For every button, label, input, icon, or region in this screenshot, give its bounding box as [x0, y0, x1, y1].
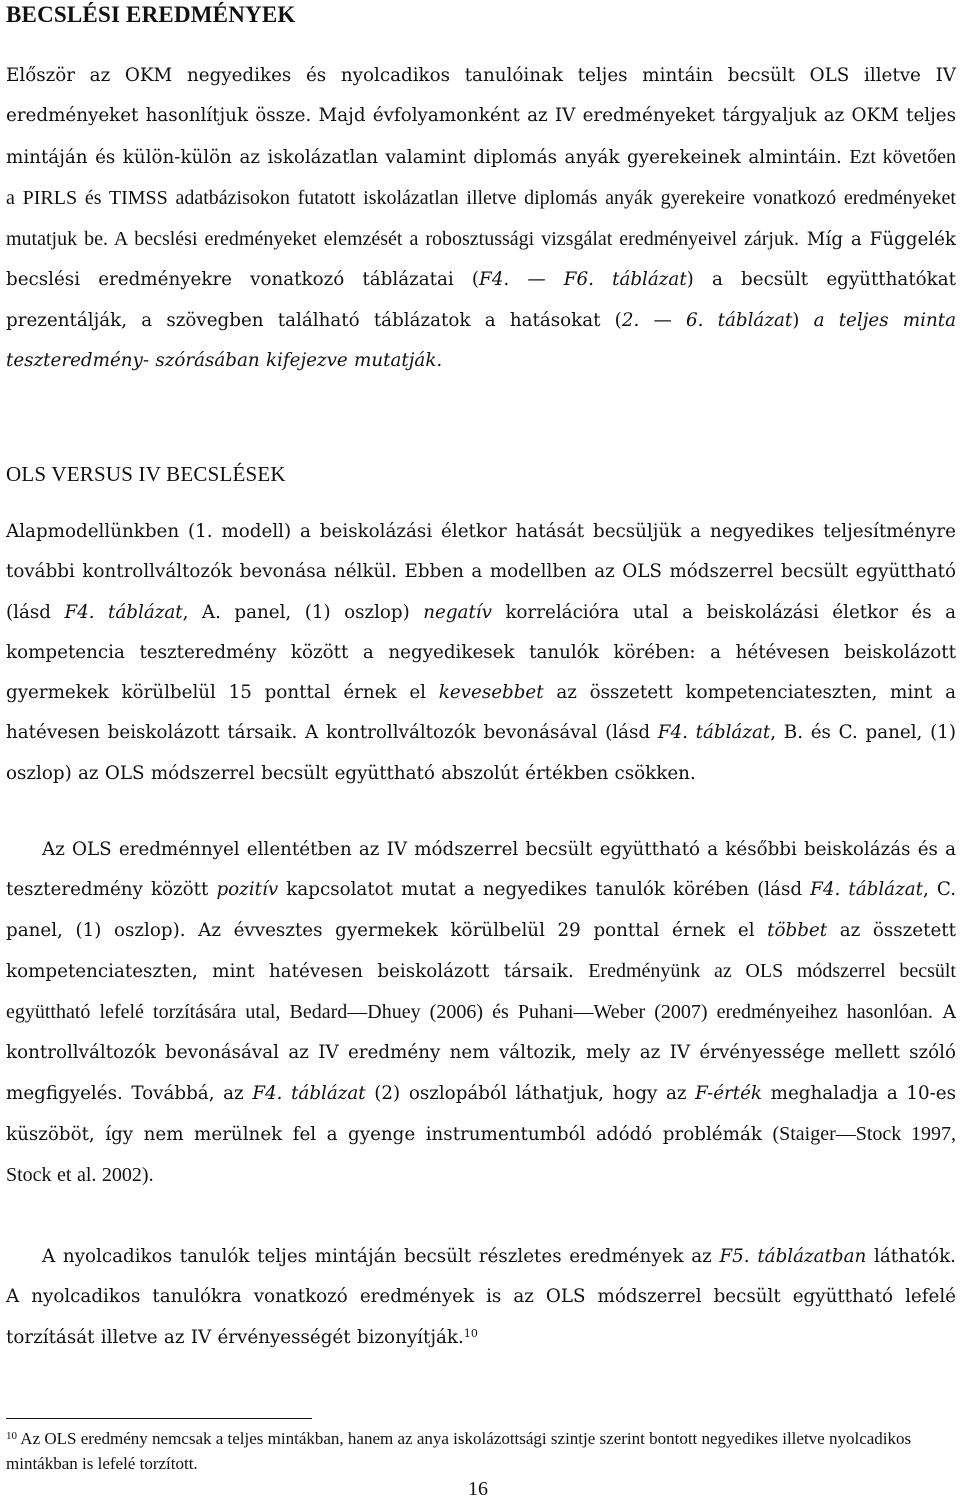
emphasis-kevesebbet: kevesebbet: [438, 682, 544, 704]
ols-text-e: korrelációra utal a beiskolázási életkor és a kompetencia teszteredmény között a negyedikesek tanulók körében: a hétévesen beiskolázott gyermekek körülbelül 15 ponttal érnek el: [6, 601, 956, 704]
table-ref-f5: F5. táblázatban: [719, 1246, 867, 1267]
footnote: [6, 1426, 951, 1476]
footnote-reference[interactable]: 10: [463, 1326, 478, 1340]
iv-text-c: kapcsolatot mutat a negyedikes tanulók körében (lásd: [278, 879, 811, 901]
iv-text-m: meghaladja a 10-es küszöböt, így nem merülnek fel a gyenge instrumentumból adódó problémák: [6, 1082, 956, 1146]
iv-text-a: Az OLS eredménnyel ellentétben az IV módszerrel becsült együttható a későbbi beiskolázás és a teszteredmény között: [6, 839, 956, 901]
table-ref-2-6: 2. — 6. táblázat: [621, 309, 793, 331]
footnote-text: Az OLS eredmény nemcsak a teljes mintákban, hanem az anya iskolázottsági szintje szerint bontott negyedikes illetve nyolcadikos mintákban is lefelé torzított.: [6, 1429, 912, 1473]
iv-paragraph: [6, 830, 956, 1197]
footnote-number: 10: [6, 1430, 17, 1442]
ols-text-g: az összetett kompetenciateszten, mint a hatévesen beiskolázott társaik. A kontrollváltozók bevonásával (lásd: [6, 682, 956, 744]
intro-text-e: ) a becsült együtthatókat prezentálják, a szövegben található táblázatok a hatásokat (: [6, 269, 956, 331]
ols-text-i: , B. és C. panel, (1) oszlop) az OLS módszerrel becsült együttható abszolút értékben csökken.: [6, 722, 956, 784]
page-number: 16: [468, 1478, 488, 1500]
eighth-grade-paragraph: [6, 1237, 956, 1358]
intro-text-a: Először az OKM negyedikes és nyolcadikos tanulóinak teljes mintáin becsült OLS illetve IV eredményeket hasonlítjuk össze. Majd évfolyamonként az IV eredményeket tárgyaljuk az OKM teljes mintáján és külön-külön az iskolázatlan valamint diplomás anyák gyerekeinek almintáin.: [6, 65, 956, 168]
table-ref-f4-c: F4. táblázat: [810, 879, 923, 901]
intro-text-h: a teljes minta teszteredmény- szórásában kifejezve mutatják.: [6, 309, 956, 372]
section-heading: BECSLÉSI EREDMÉNYEK: [6, 2, 296, 27]
intro-text-c: Míg a Függelék becslési eredményekre vonatkozó táblázatai (: [6, 229, 957, 291]
intro-text-b: Ezt követően a PIRLS és TIMSS adatbázisokon futatott iskolázatlan illetve diplomás anyák gyerekeire vonatkozó eredményeket mutatjuk be. A becslési eredményeket elemzését a robosztussági vizsgálat eredményeivel zárjuk.: [6, 145, 956, 251]
table-ref-f4: F4. táblázat: [64, 601, 183, 623]
table-ref-f4-d: F4. táblázat: [252, 1082, 366, 1104]
subsection-heading: OLS VERSUS IV BECSLÉSEK: [6, 462, 286, 486]
eighth-text-a: A nyolcadikos tanulók teljes mintáján becsült részletes eredmények az: [42, 1246, 720, 1267]
iv-text-k: (2) oszlopából láthatjuk, hogy az: [365, 1082, 696, 1104]
ols-text-a: Alapmodellünkben (1. modell) a beiskolázási életkor hatását becsüljük a negyedikes teljesítményre további kontrollváltozók bevonása nélkül. Ebben a modellben az OLS módszerrel becsült együttható (lásd: [6, 521, 956, 623]
intro-paragraph: [6, 56, 956, 381]
emphasis-pozitiv: pozitív: [216, 879, 279, 901]
intro-text-g: ): [792, 309, 814, 331]
iv-text-g: az összetett kompetenciateszten, mint hatévesen beiskolázott társaik.: [6, 919, 956, 982]
emphasis-f-ertek: F-érték: [695, 1082, 763, 1104]
table-ref-f4-b: F4. táblázat: [657, 722, 771, 744]
emphasis-negativ: negatív: [423, 601, 492, 623]
citation-staiger-stock: (Staiger—Stock 1997, Stock et al. 2002).: [6, 1123, 956, 1187]
footnote-divider: [6, 1418, 312, 1419]
eighth-text-c: láthatók. A nyolcadikos tanulókra vonatkozó eredmények is az OLS módszerrel becsült együttható lefelé torzítását illetve az IV érvényességét bizonyítják.: [6, 1246, 956, 1348]
ols-paragraph: [6, 512, 956, 794]
ols-text-c: , A. panel, (1) oszlop): [182, 601, 424, 623]
table-ref-f4-f6: F4. — F6. táblázat: [479, 269, 687, 291]
iv-text-e: , C. panel, (1) oszlop). Az évvesztes gyermekek körülbelül 29 ponttal érnek el: [6, 879, 957, 941]
emphasis-tobbet: többet: [767, 919, 828, 941]
iv-text-i: A kontrollváltozók bevonásával az IV eredmény nem változik, mely az IV érvényessége mellett szóló megfigyelés. Továbbá, az: [6, 1002, 956, 1104]
iv-text-h: Eredményünk az OLS módszerrel becsült együttható lefelé torzítására utal, Bedard—Dhuey (2006) és Puhani—Weber (2007) eredményeihez hasonlóan.: [6, 959, 956, 1024]
